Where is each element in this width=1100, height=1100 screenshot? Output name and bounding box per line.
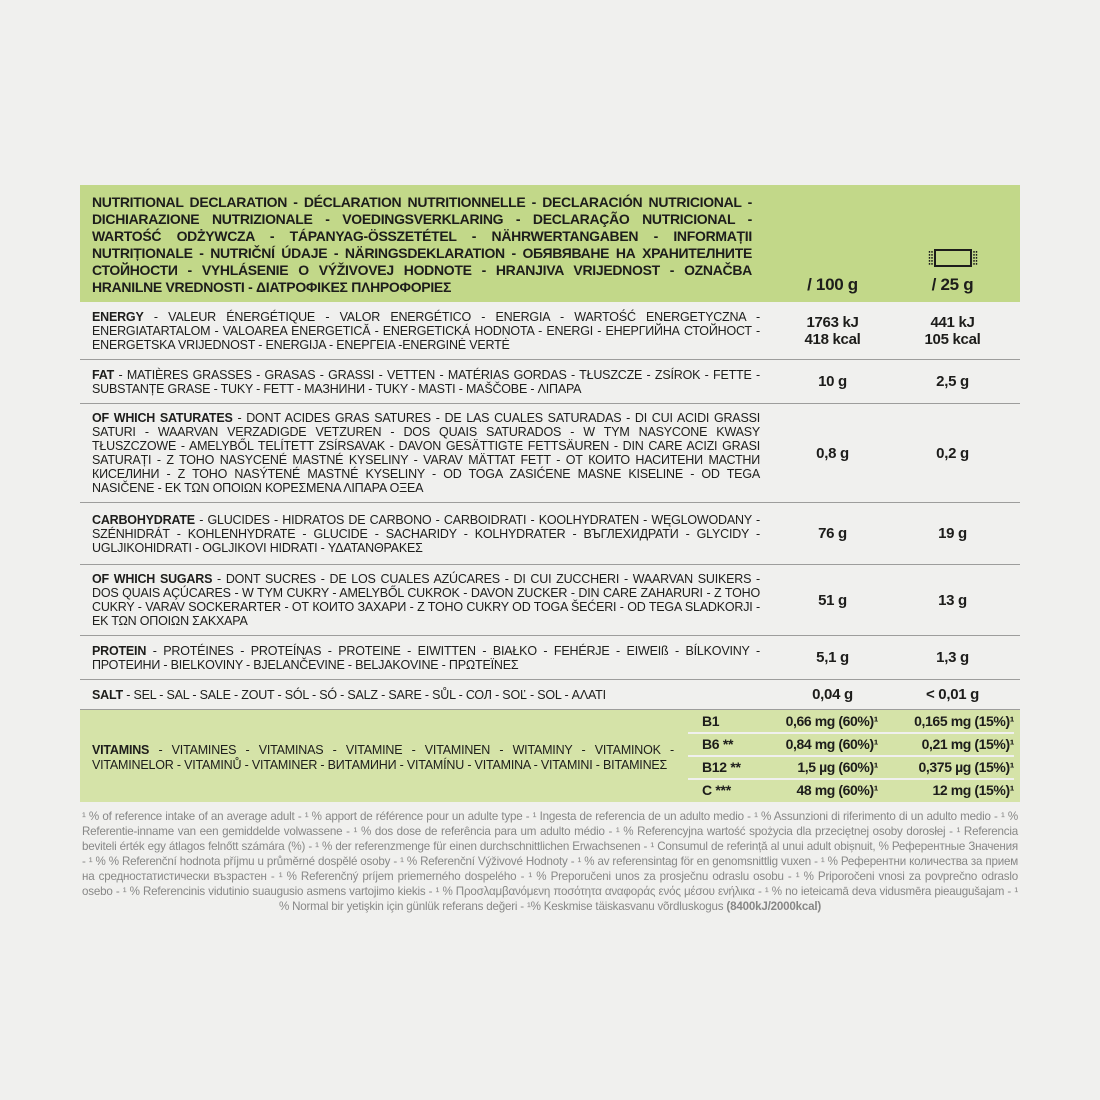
vitamin-row-b12 — [688, 755, 1014, 778]
row-term: OF WHICH SUGARS — [92, 572, 213, 586]
vitamins-table — [688, 710, 1020, 802]
column-headers — [770, 194, 1010, 296]
row-translations: - VALEUR ÉNERGÉTIQUE - VALOR ENERGÉTICO - ENERGIA - WARTOŚĆ ENERGETYCZNA - ENERGIATARTALOM - VALOAREA ENERGETICĂ - ENERGETICKÁ HODNOTA - ENERGI - ЕНЕРГИЙНА СТОЙНОСТ - ENERGETSKA VRIJEDNOST - ENERGIJA - ΕΝΕΡΓΕΙΑ -ENERGINĖ VERTĖ — [92, 309, 760, 352]
table-row-protein — [80, 636, 1020, 680]
table-header — [80, 185, 1020, 302]
table-row-fat — [80, 360, 1020, 404]
value-per-100g: 76 g — [818, 525, 847, 542]
column-per-25g — [895, 245, 1010, 296]
row-term: FAT — [92, 367, 115, 382]
column-header-per-25g: / 25 g — [931, 275, 974, 294]
vitamin-name: B1 — [702, 713, 720, 729]
value-per-25g: 1,3 g — [936, 649, 969, 666]
table-row-carbohydrate — [80, 503, 1020, 565]
vitamin-value-per-100g: 0,84 mg (60%)¹ — [785, 736, 878, 752]
value-per-100g: 0,8 g — [816, 444, 849, 462]
vitamin-name: C *** — [702, 782, 731, 798]
row-label — [80, 361, 770, 403]
value-per-25g: 19 g — [938, 525, 967, 542]
vitamin-name: B6 ** — [702, 736, 734, 752]
vitamin-row-c — [688, 778, 1014, 801]
row-label — [80, 681, 770, 709]
row-term: VITAMINS — [92, 743, 150, 757]
value-per-100g: 1763 kJ 418 kcal — [804, 313, 861, 348]
vitamin-value-per-25g: 0,21 mg (15%)¹ — [921, 736, 1014, 752]
row-label — [80, 303, 770, 359]
footnote-text: ¹ % of reference intake of an average adult - ¹ % apport de référence pour un adulte type - ¹ Ingesta de referencia de un adulto medio - ¹ % Assunzioni di riferimento di un adulto medio - ¹ % Referentie-inname van een gemiddelde volwassene - ¹ % dos dose de referência para um adulto médio - ¹ % Referencyjna wartość spożycia dla przeciętnej osoby dorosłej - ¹ Referencia beviteli érték egy átlagos felnőtt számára (%) - ¹ % der referenzmenge für einen durchschnittlichen Erwachsenen - ¹ Consumul de referință al unui adult obișnuit, % Референтные Значения - ¹ % % Referenční hodnota příjmu u průměrné dospělé osoby - ¹ % Referenční Výživové Hodnoty - ¹ % av referensintag för en genomsnittlig vuxen - ¹ % Референтни количества за прием на средностатистически възрастен - ¹ % Referenčný príjem priemerného dospelého - ¹ % Preporučeni unos za prosječnu odraslu osobu - ¹ % Priporočeni vnosi za povprečno odraslo osebo - ¹ % Referencinis vidutinio suaugusio asmens vartojimo kiekis - ¹ % Προσλαμβανόμενη ποσότητα αναφοράς ενός μέσου ενήλικα - ¹ % no ieteicamā deva vidusmēra pieaugušajam - ¹ % Normal bir yetişkin için günlük referans değeri - ¹% Keskmise täiskasvanu võrdluskogus — [82, 810, 1018, 913]
vitamin-value-per-25g: 0,165 mg (15%)¹ — [914, 713, 1014, 729]
row-label — [80, 404, 770, 502]
value-per-25g: 0,2 g — [936, 444, 969, 462]
row-translations: - GLUCIDES - HIDRATOS DE CARBONO - CARBOIDRATI - KOOLHYDRATEN - WĘGLOWODANY - SZÉNHIDRÁT - KOHLENHYDRATE - GLUCIDE - SACHARIDY - KOLHYDRATER - ВЪГЛЕХИДРАТИ - GLYCIDY - UGLJIKOHIDRATI - OGLJIKOVI HIDRATI - ΥΔΑΤΑΝΘΡΑΚΕΣ — [92, 512, 760, 555]
column-header-per-100g: / 100 g — [807, 275, 858, 294]
nutrition-label — [80, 185, 1020, 914]
vitamin-row-b1 — [688, 711, 1014, 732]
value-per-100g: 51 g — [818, 591, 847, 609]
vitamins-section — [80, 710, 1020, 802]
table-title: NUTRITIONAL DECLARATION - DÉCLARATION NUTRITIONNELLE - DECLARACIÓN NUTRICIONAL - DICHIARAZIONE NUTRIZIONALE - VOEDINGSVERKLARING - DECLARAÇÃO NUTRICIONAL - WARTOŚĆ ODŻYWCZA - TÁPANYAG-ÖSSZETÉTEL - NÄHRWERTANGABEN - INFORMAȚII NUTRIȚIONALE - NUTRIČNÍ ÚDAJE - NÄRINGSDEKLARATION - ОБЯВЯВАНЕ НА ХРАНИТЕЛНИТЕ СТОЙНОСТИ - VYHLÁSENIE O VÝŽIVOVEJ HODNOTE - HRANJIVA VRIJEDNOST - OZNAČBA HRANILNE VREDNOSTI - ΔΙΑΤΡΟΦΙΚΕΣ ΠΛΗΡΟΦΟΡΙΕΣ — [92, 194, 752, 295]
row-translations: - VITAMINES - VITAMINAS - VITAMINE - VITAMINEN - WITAMINY - VITAMINOK - VITAMINELOR - VITAMINŮ - VITAMINER - ВИТАМИНИ - VITAMÍNU - VITAMINA - VITAMINI - ΒΙΤΑΜΙΝΕΣ — [92, 743, 674, 772]
table-row-salt — [80, 680, 1020, 710]
row-label — [80, 637, 770, 679]
vitamin-value-per-100g: 1,5 µg (60%)¹ — [797, 759, 878, 775]
column-per-100g — [770, 275, 895, 296]
vitamin-value-per-100g: 48 mg (60%)¹ — [796, 782, 878, 798]
reference-intake-footnote — [82, 809, 1018, 914]
row-translations: - SEL - SAL - SALE - ZOUT - SÓL - SÓ - SALZ - SARE - SŮL - СОЛ - SOĽ - SOL - ΑΛΑΤΙ — [126, 687, 606, 702]
row-term: PROTEIN — [92, 643, 147, 658]
value-per-100g: 0,04 g — [812, 686, 853, 703]
row-term: OF WHICH SATURATES — [92, 411, 233, 425]
row-translations: - MATIÈRES GRASSES - GRASAS - GRASSI - VETTEN - MATÉRIAS GORDAS - TŁUSZCZE - ZSÍROK - FETTE - SUBSTANȚE GRASE - TUKY - FETT - МАЗНИНИ - TUKY - MASTI - MAŠČOBE - ΛΙΠΑΡΑ — [92, 367, 760, 396]
vitamin-value-per-100g: 0,66 mg (60%)¹ — [785, 713, 878, 729]
value-per-25g: 2,5 g — [936, 373, 969, 390]
row-label — [80, 565, 770, 635]
row-term: SALT — [92, 687, 123, 702]
row-term: CARBOHYDRATE — [92, 512, 195, 527]
row-translations: - PROTÉINES - PROTEÍNAS - PROTEINE - EIWITTEN - BIAŁKO - FEHÉRJE - EIWEIß - BÍLKOVINY - ПРОТЕИНИ - BIELKOVINY - BJELANČEVINE - BELJAKOVINE - ΠΡΩΤΕΪΝΕΣ — [92, 643, 760, 672]
row-label — [80, 506, 770, 562]
table-row-sugars — [80, 565, 1020, 636]
footnote-energy-basis: (8400kJ/2000kcal) — [726, 900, 822, 913]
vitamin-row-b6 — [688, 732, 1014, 755]
value-per-100g: 5,1 g — [816, 649, 849, 666]
table-row-saturates — [80, 404, 1020, 503]
value-per-25g: < 0,01 g — [925, 686, 980, 703]
energy-bar-icon — [926, 245, 980, 271]
vitamins-label — [80, 731, 688, 781]
vitamin-value-per-25g: 0,375 µg (15%)¹ — [918, 759, 1014, 775]
value-per-25g: 13 g — [938, 591, 967, 609]
vitamin-name: B12 ** — [702, 759, 741, 775]
vitamin-value-per-25g: 12 mg (15%)¹ — [932, 782, 1014, 798]
row-translations: - DONT ACIDES GRAS SATURES - DE LAS CUALES SATURADAS - DI CUI ACIDI GRASSI SATURI - WAARVAN VERZADIGDE VETZUREN - DOS QUAIS SATURADOS - W TYM NASYCONE KWASY TŁUSZCZOWE - AMELYBŐL TELÍTETT ZSÍRSAVAK - DAVON GESÄTTIGTE FETTSÄUREN - DIN CARE ACIZI GRASI SATURAȚI - Z TOHO NASYCENÉ MASTNÉ KYSELINY - VARAV MÄTTAT FETT - ОТ КОИТО НАСИТЕНИ МАСТНИ КИСЕЛИНИ - Z TOHO NASÝTENÉ MASTNÉ KYSELINY - OD TOGA ZASIĆENE MASNE KISELINE - OD TEGA NASIČENE - ΕΚ ΤΩΝ ΟΠΟΙΩΝ ΚΟΡΕΣΜΕΝΑ ΛΙΠΑΡΑ ΟΞΕΑ — [92, 411, 760, 495]
value-per-25g: 441 kJ 105 kcal — [924, 313, 981, 348]
row-translations: - DONT SUCRES - DE LOS CUALES AZÚCARES - DI CUI ZUCCHERI - WAARVAN SUIKERS - DOS QUAIS AÇÚCARES - W TYM CUKRY - AMELYBŐL CUKROK - DAVON ZUCKER - DIN CARE ZAHARURI - Z TOHO CUKRY - VARAV SOCKERARTER - ОТ КОИТО ЗАХАРИ - Z TOHO CUKRY OD TOGA ŠEĆERI - OD TEGA SLADKORJI - ΕΚ ΤΩΝ ΟΠΟΙΩΝ ΣΑΚΧΑΡΑ — [92, 572, 760, 628]
value-per-100g: 10 g — [818, 373, 847, 390]
table-row-energy — [80, 302, 1020, 360]
row-term: ENERGY — [92, 309, 144, 324]
